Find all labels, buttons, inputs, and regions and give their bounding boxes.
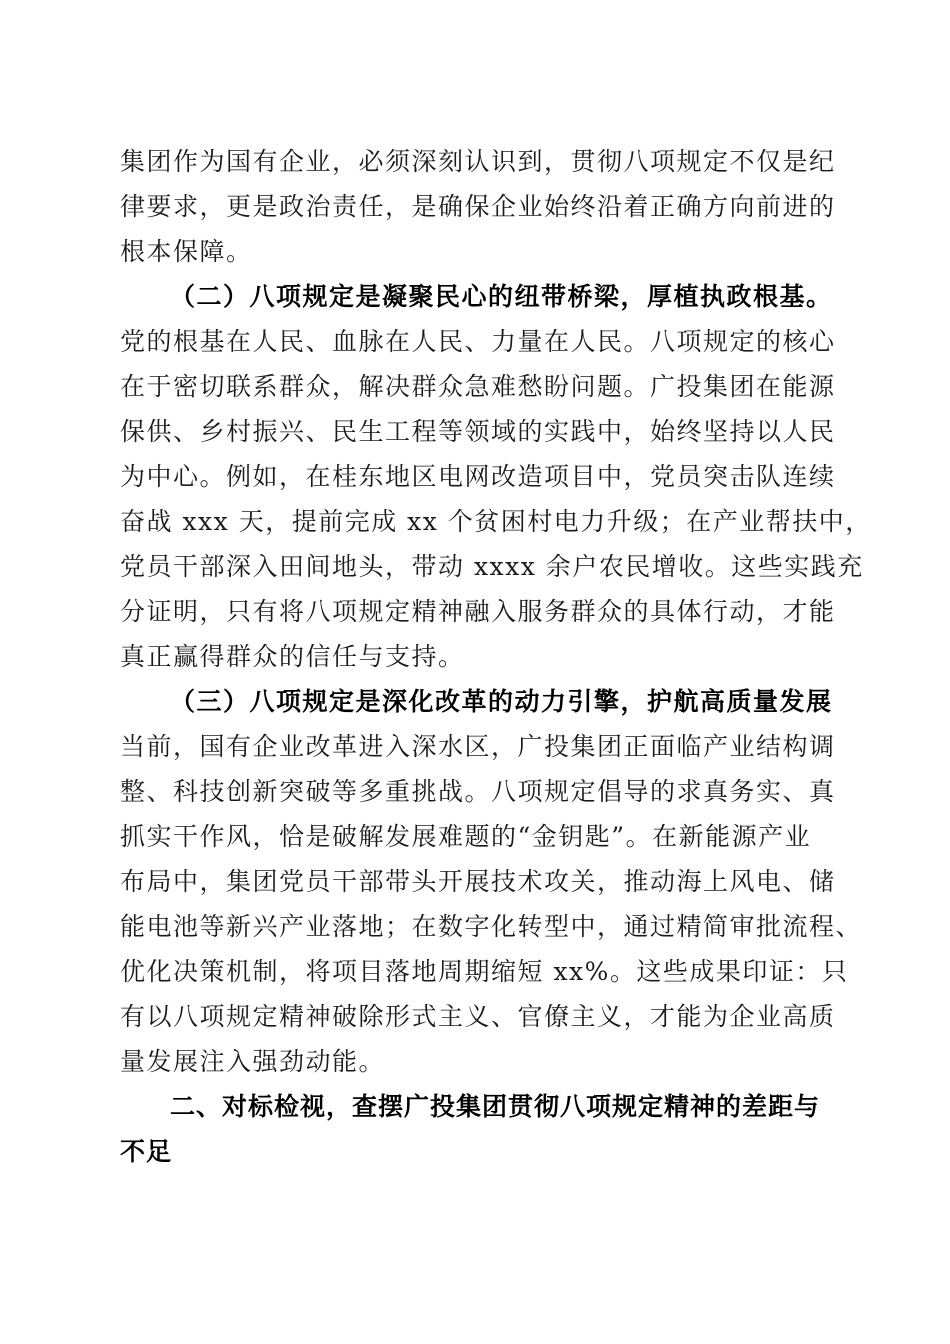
body-text-line: 奋战 xxx 天，提前完成 xx 个贫困村电力升级；在产业帮扶中， — [120, 507, 872, 536]
body-text-line: 集团作为国有企业，必须深刻认识到，贯彻八项规定不仅是纪 — [120, 147, 836, 176]
body-text-line: 当前，国有企业改革进入深水区，广投集团正面临产业结构调 — [120, 732, 836, 761]
body-text-line: 为中心。例如，在桂东地区电网改造项目中，党员突击队连续 — [120, 462, 836, 491]
body-text-line: 整、科技创新突破等多重挑战。八项规定倡导的求真务实、真 — [120, 777, 836, 806]
body-text-line: 量发展注入强劲动能。 — [120, 1047, 386, 1076]
body-text-line: 在于密切联系群众，解决群众急难愁盼问题。广投集团在能源 — [120, 372, 836, 401]
body-text-line: 有以八项规定精神破除形式主义、官僚主义，才能为企业高质 — [120, 1002, 836, 1031]
body-text-line: 根本保障。 — [120, 237, 253, 266]
subsection-heading: （二）八项规定是凝聚民心的纽带桥梁，厚植执政根基。 — [170, 282, 833, 311]
body-text-line: 保供、乡村振兴、民生工程等领域的实践中，始终坚持以人民 — [120, 417, 836, 446]
body-text-line: 抓实干作风，恰是破解发展难题的“金钥匙”。在新能源产业 — [120, 822, 812, 851]
body-text-line: 律要求，更是政治责任，是确保企业始终沿着正确方向前进的 — [120, 192, 836, 221]
body-text-line: 布局中，集团党员干部带头开展技术攻关，推动海上风电、储 — [120, 867, 836, 896]
body-text-line: 党的根基在人民、血脉在人民、力量在人民。八项规定的核心 — [120, 327, 836, 356]
body-text-line: 分证明，只有将八项规定精神融入服务群众的具体行动，才能 — [120, 597, 836, 626]
subsection-heading: （三）八项规定是深化改革的动力引擎，护航高质量发展 — [170, 687, 833, 716]
body-text-line: 能电池等新兴产业落地；在数字化转型中，通过精简审批流程、 — [120, 912, 863, 941]
body-text-line: 党员干部深入田间地头，带动 xxxx 余户农民增收。这些实践充 — [120, 552, 864, 581]
body-text-line: 优化决策机制，将项目落地周期缩短 xx%。这些成果印证：只 — [120, 957, 849, 986]
section-heading: 二、对标检视，查摆广投集团贯彻八项规定精神的差距与 — [170, 1092, 821, 1121]
section-heading-continued: 不足 — [120, 1137, 173, 1166]
body-text-line: 真正赢得群众的信任与支持。 — [120, 642, 465, 671]
